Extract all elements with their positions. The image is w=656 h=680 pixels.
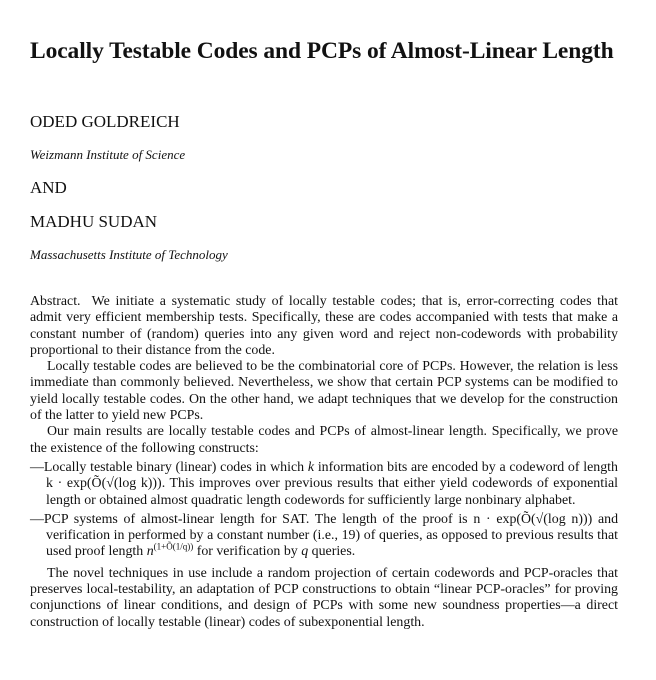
- abstract-paragraph-4: The novel techniques in use include a random projection of certain codewords and PCP-oracles that preserves local-testability, an adaptation of PCP constructions to obtain “linear PCP-oracles” for proving conjunctions of linear conditions, and design of PCPs with some new soundness properties—a direct construction of locally testable (linear) codes of subexponential length.: [30, 565, 618, 630]
- author-affiliation-2: Massachusetts Institute of Technology: [30, 247, 228, 262]
- abstract: [30, 294, 618, 631]
- list-item-pcp: —PCP systems of almost-linear length for SAT. The length of the proof is n · exp(Õ(√(log n))) and verification in performed by a constant number (i.e., 19) of queries, as opposed to previous results that used proof length $n^{(1+Õ(1/q))}$ for verification by q queries.: [30, 511, 619, 560]
- proof-length-base: n: [146, 544, 154, 560]
- author-conjunction: AND: [30, 178, 67, 197]
- abstract-paragraph-1: Abstract. We initiate a systematic study of locally testable codes; that is, error-correcting codes that admit very efficient membership tests. Specifically, these are codes accompanied with tests that make a constant number of (random) queries into any given word and reject non-codewords with probability proportional to their distance from the code.: [30, 294, 618, 358]
- proof-length-exponent: (1+Õ(1/q)): [153, 541, 194, 552]
- author-affiliation-1: Weizmann Institute of Science: [30, 147, 186, 162]
- abstract-paragraph-2: Locally testable codes are believed to be the combinatorial core of PCPs. However, the relation is less immediate than commonly believed. Nevertheless, we show that certain PCP systems can be modified to yield locally testable codes. On the other hand, we adapt techniques that we develop for the construction of the latter to yield new PCPs.: [30, 359, 618, 424]
- length-expression: k · exp(Õ(√(log k))): [46, 476, 162, 492]
- proof-length-expression: n · exp(Õ(√(log n))): [473, 511, 593, 527]
- abstract-label: Abstract.: [30, 294, 81, 309]
- author-name-2: MADHU SUDAN: [30, 212, 158, 231]
- author-name-1: ODED GOLDREICH: [30, 112, 180, 131]
- paper-title: Locally Testable Codes and PCPs of Almost-Linear Length: [30, 38, 614, 64]
- list-item-codes: —Locally testable binary (linear) codes in which k information bits are encoded by a codeword of length k · exp(Õ(√(log k))). This improves over previous results that either yield codewords of exponential length or obtained almost quadratic length codewords for sufficiently large nonbinary alphabet.: [30, 459, 618, 508]
- abstract-paragraph-3: Our main results are locally testable codes and PCPs of almost-linear length. Specifically, we prove the existence of the following constructs:: [30, 424, 618, 456]
